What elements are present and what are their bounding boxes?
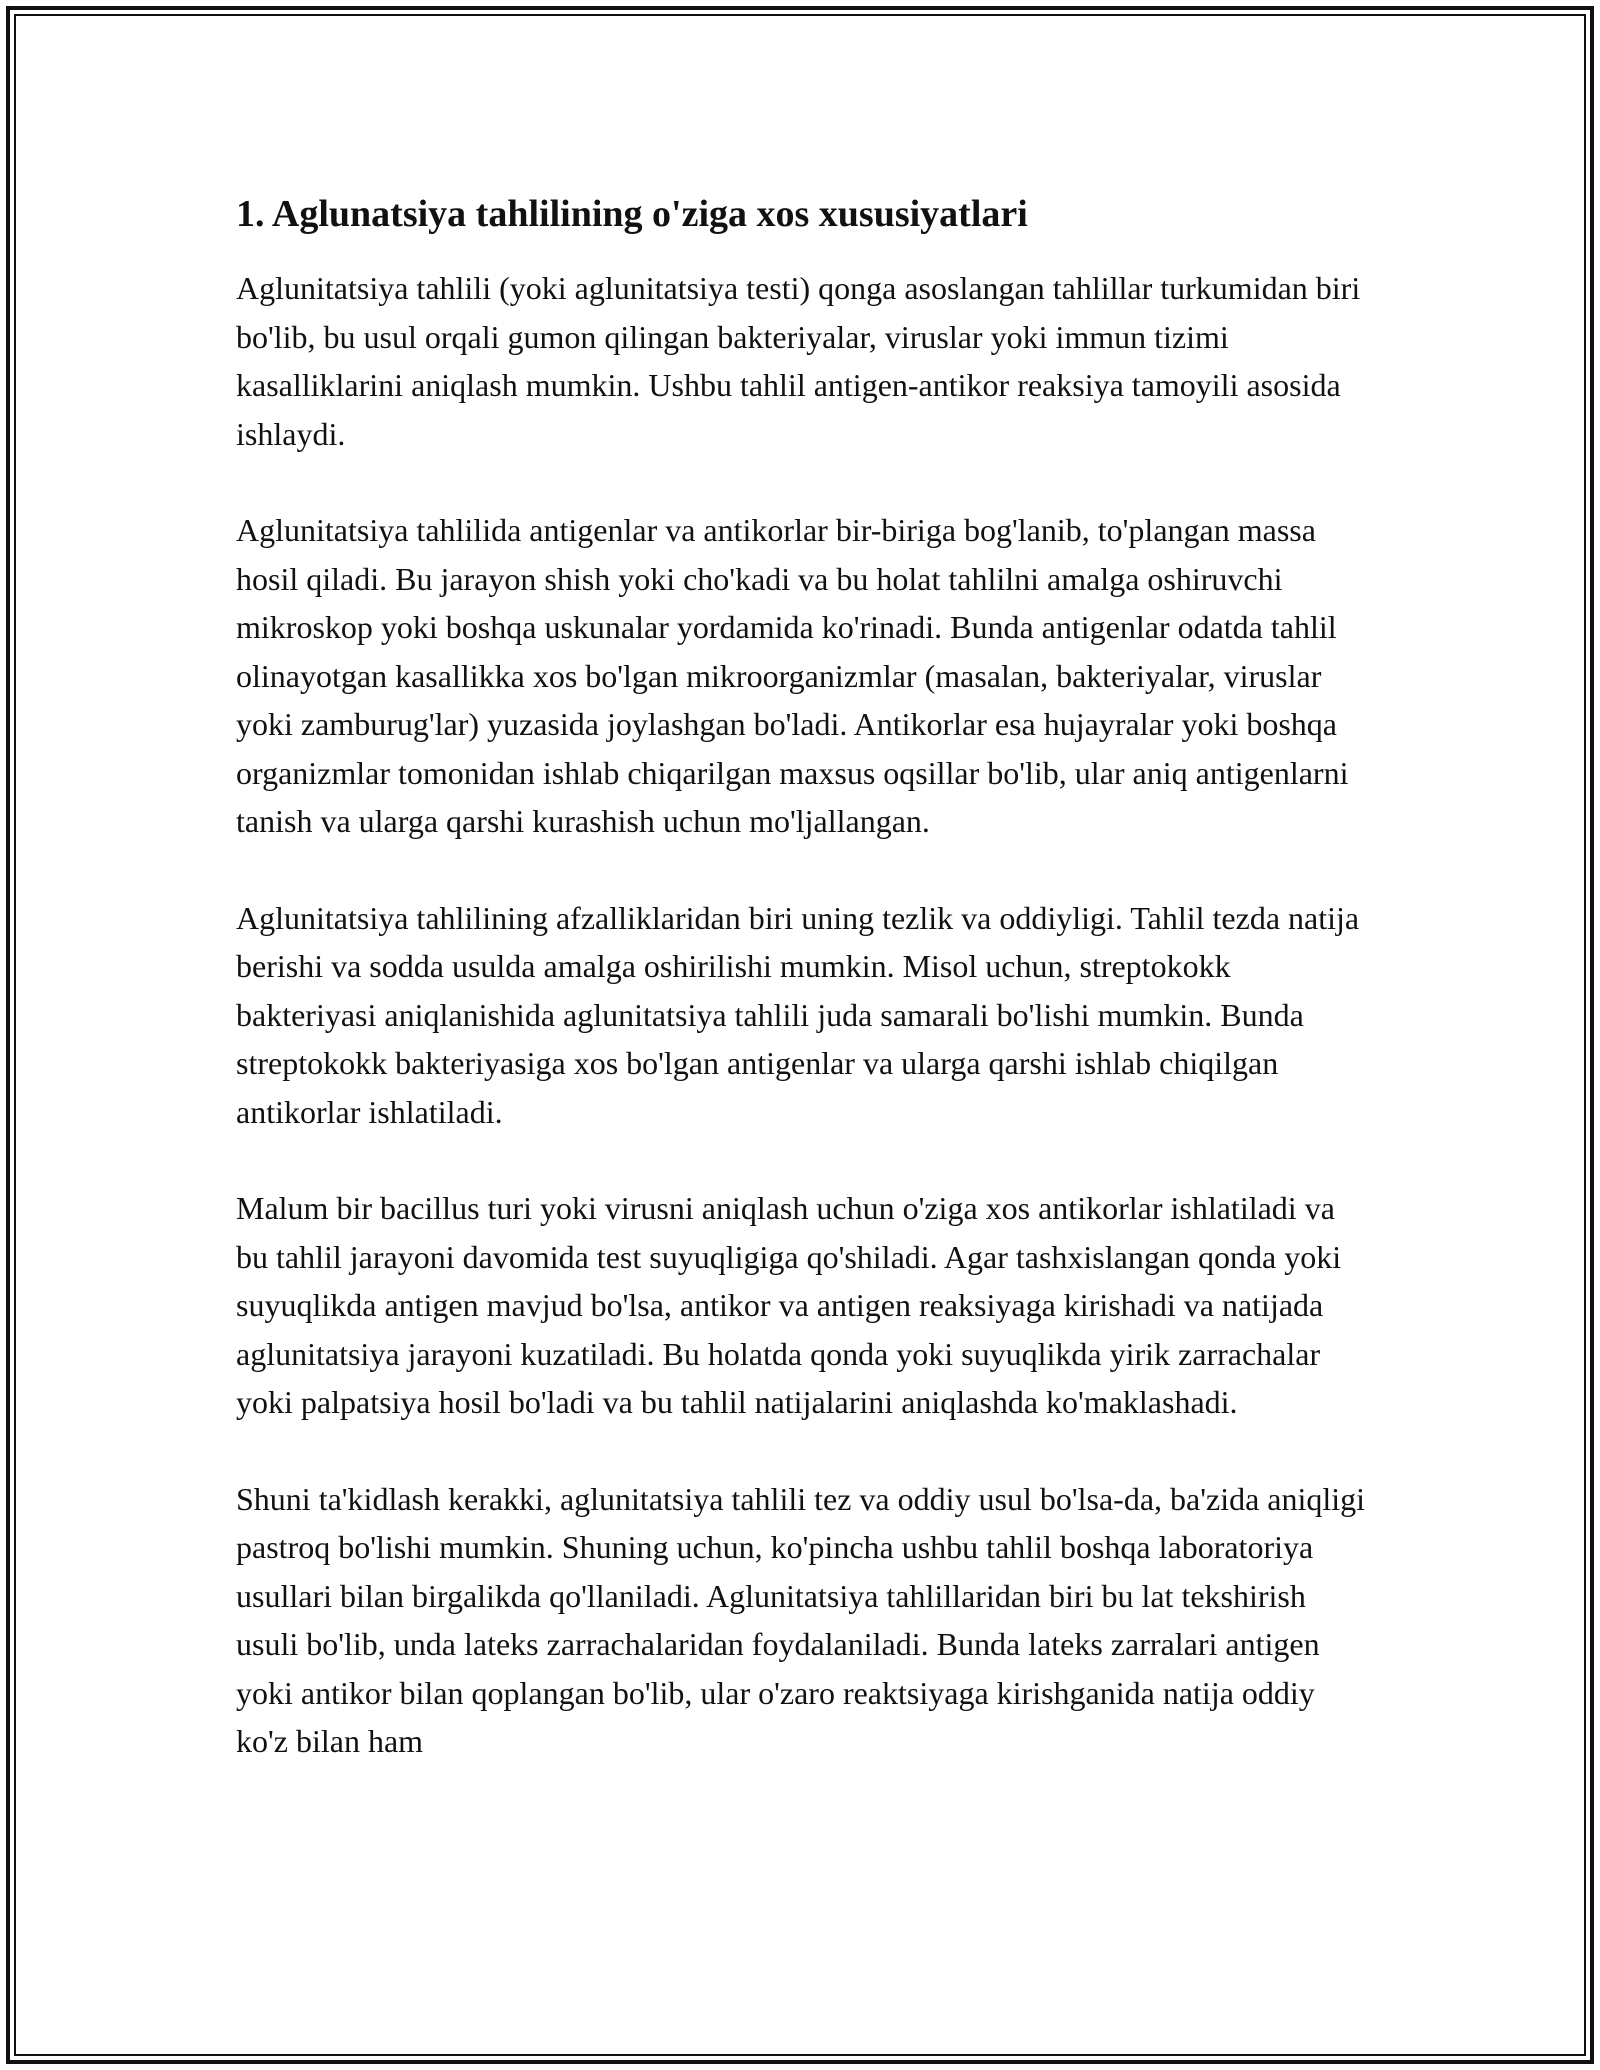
paragraph-2: Aglunitatsiya tahlilida antigenlar va antikorlar bir-biriga bog'lanib, to'plangan massa hosil qiladi. Bu jarayon shish yoki cho'kadi va bu holat tahlilni amalga oshiruvchi mikroskop yoki boshqa uskunalar yordamida ko'rinadi. Bunda antigenlar odatda tahlil olinayotgan kasallikka xos bo'lgan mikroorganizmlar (masalan, bakteriyalar, viruslar yoki zamburug'lar) yuzasida joylashgan bo'ladi. Antikorlar esa hujayralar yoki boshqa organizmlar tomonidan ishlab chiqarilgan maxsus oqsillar bo'lib, ular aniq antigenlarni tanish va ularga qarshi kurashish uchun mo'ljallangan. [236, 512, 1349, 839]
paragraph-5: Shuni ta'kidlash kerakki, aglunitatsiya tahlili tez va oddiy usul bo'lsa-da, ba'zida aniqligi pastroq bo'lishi mumkin. Shuning uchun, ko'pincha ushbu tahlil boshqa laboratoriya usullari bilan birgalikda qo'llaniladi. Aglunitatsiya tahlillaridan biri bu lat tekshirish usuli bo'lib, unda lateks zarrachalaridan foydalaniladi. Bunda lateks zarralari antigen yoki antikor bilan qoplangan bo'lib, ular o'zaro reaktsiyaga kirishganida natija oddiy ko'z bilan ham [236, 1480, 1366, 1759]
document-body [236, 186, 1366, 1814]
section-heading: 1. Aglunatsiya tahlilining o'ziga xos xususiyatlari [236, 193, 1028, 235]
paragraph-1: Aglunitatsiya tahlili (yoki aglunitatsiya testi) qonga asoslangan tahlillar turkumidan biri bo'lib, bu usul orqali gumon qilingan bakteriyalar, viruslar yoki immun tizimi kasalliklarini aniqlash mumkin. Ushbu tahlil antigen-antikor reaksiya tamoyili asosida ishlaydi. [236, 270, 1361, 452]
paragraph-4: Malum bir bacillus turi yoki virusni aniqlash uchun o'ziga xos antikorlar ishlatiladi va bu tahlil jarayoni davomida test suyuqligiga qo'shiladi. Agar tashxislangan qonda yoki suyuqlikda antigen mavjud bo'lsa, antikor va antigen reaksiyaga kirishadi va natijada aglunitatsiya jarayoni kuzatiladi. Bu holatda qonda yoki suyuqlikda yirik zarrachalar yoki palpatsiya hosil bo'ladi va bu tahlil natijalarini aniqlashda ko'maklashadi. [236, 1190, 1342, 1420]
paragraph-3: Aglunitatsiya tahlilining afzalliklaridan biri uning tezlik va oddiyligi. Tahlil tezda natija berishi va sodda usulda amalga oshirilishi mumkin. Misol uchun, streptokokk bakteriyasi aniqlanishida aglunitatsiya tahlili juda samarali bo'lishi mumkin. Bunda streptokokk bakteriyasiga xos bo'lgan antigenlar va ularga qarshi ishlab chiqilgan antikorlar ishlatiladi. [236, 899, 1360, 1130]
